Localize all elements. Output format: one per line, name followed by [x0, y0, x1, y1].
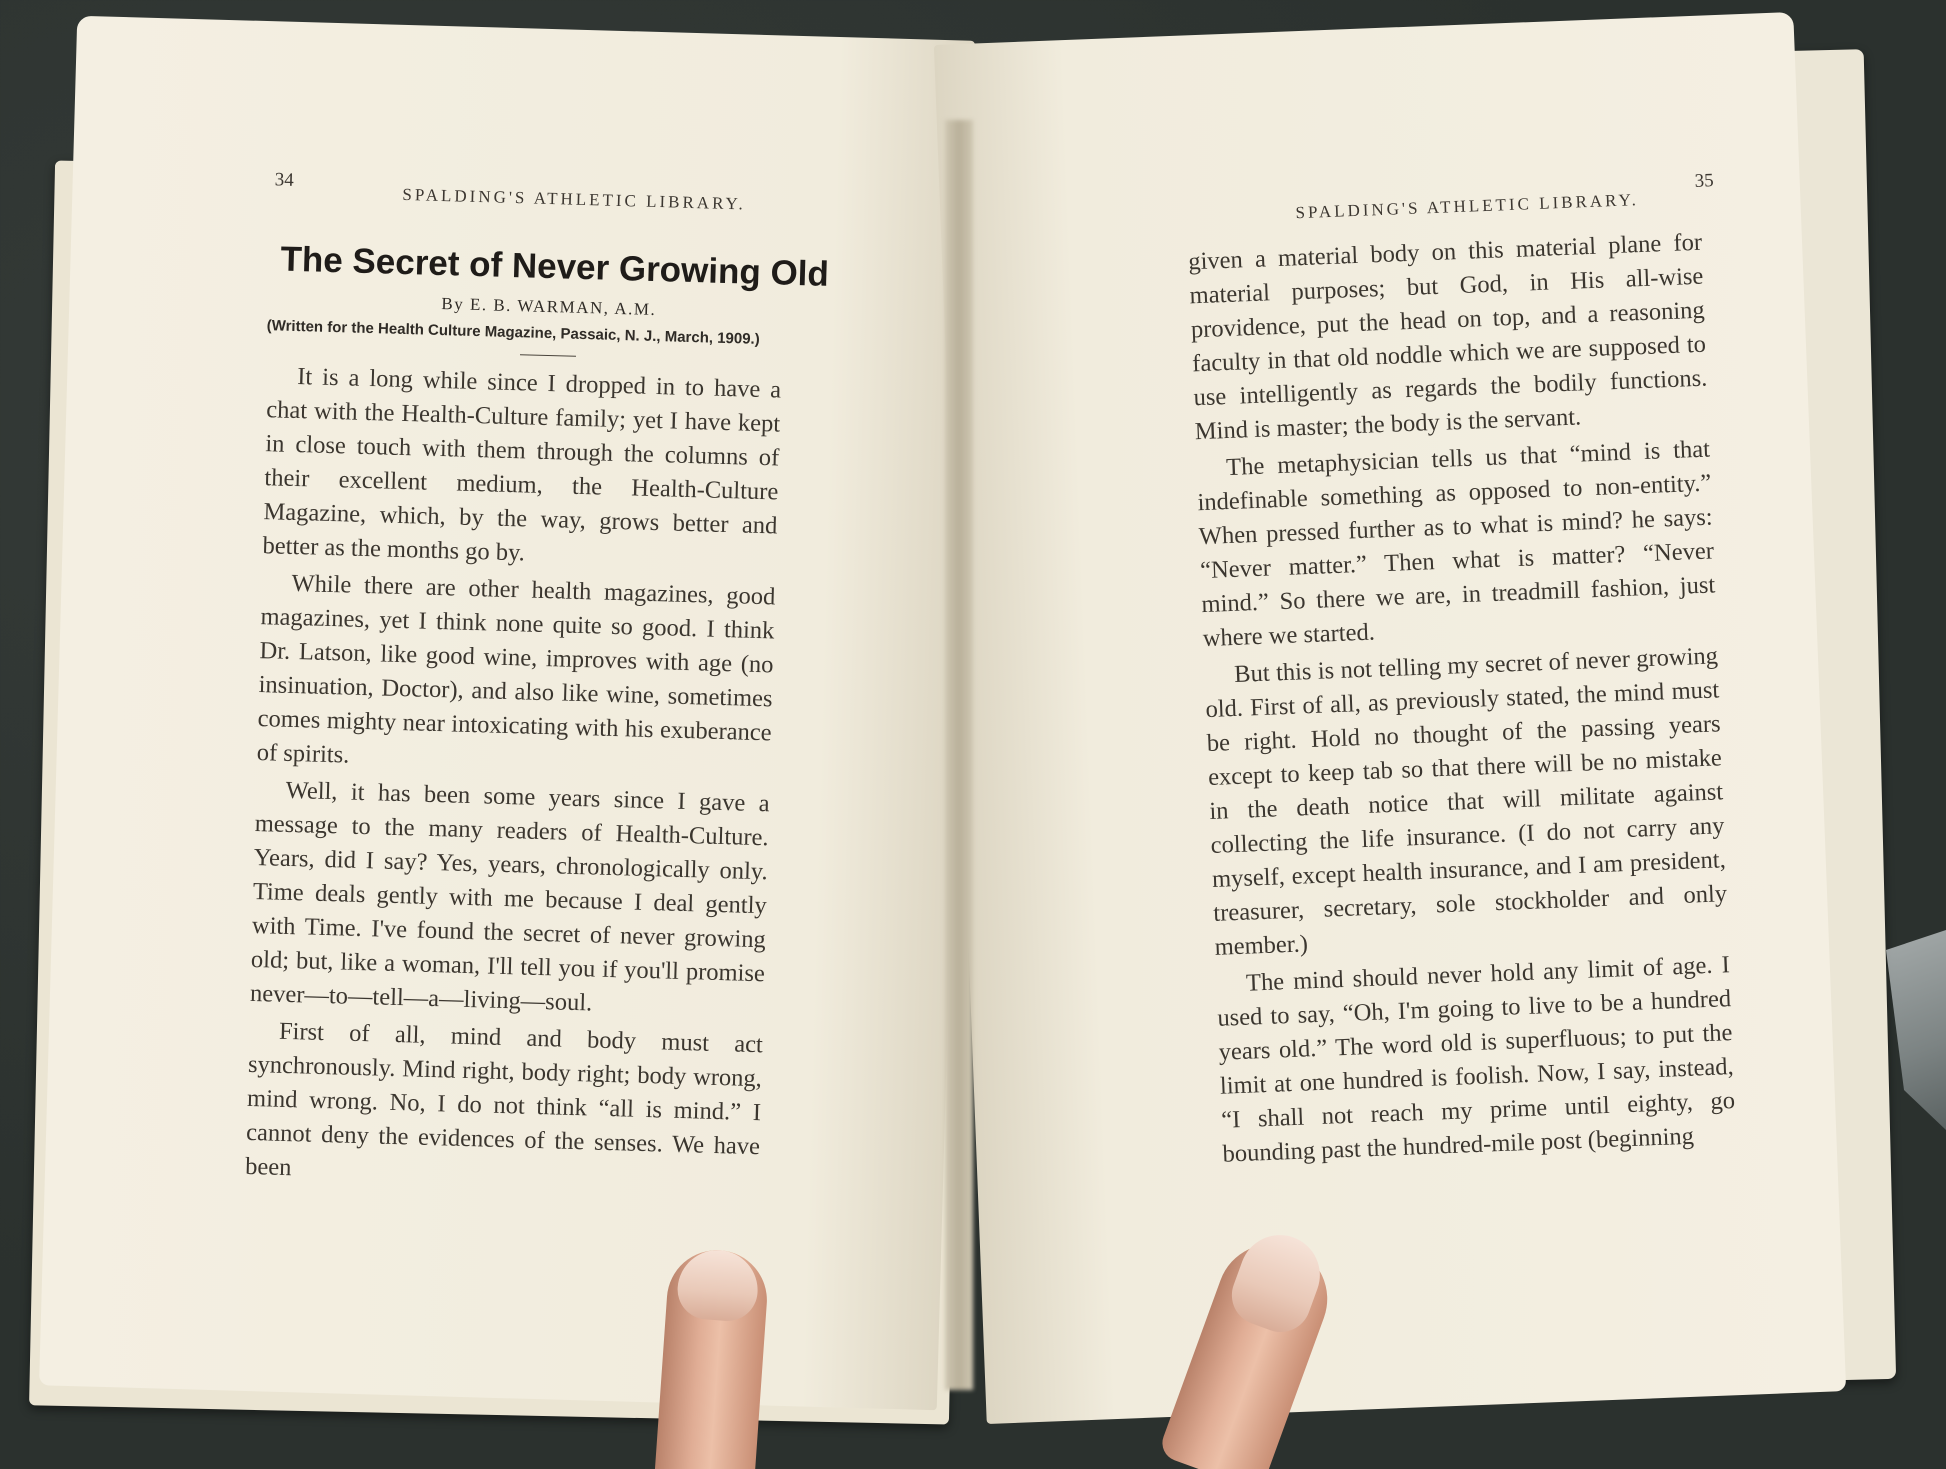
paragraph: But this is not telling my secret of never growing old. First of all, as previously stated, the mind must be right. Hold no thought of the passing years except to keep tab so that there will be no mistake in the death notice that will militate against collecting the life insurance. (I do not carry any myself, except health insurance, and I am president, treasurer, secretary, sole stockholder and only member.) [1205, 642, 1728, 961]
right-page-body [1188, 226, 1737, 1172]
paragraph: It is a long while since I dropped in to have a chat with the Health-Culture family; yet I have kept in close touch with them through the columns of their excellent medium, the Health-Culture Magazine, which, by the way, grows better and better as the months go by. [262, 363, 782, 567]
paragraph: While there are other health magazines, good magazines, yet I think none quite so good. I think Dr. Latson, like good wine, improves with age (no insinuation, Doctor), and also like wine, sometimes comes mighty near intoxicating with his exuberance of spirits. [256, 569, 776, 769]
paragraph: The metaphysician tells us that “mind is that indefinable something as opposed to non-entity.” When pressed further as to what is mind? he says: “Never matter.” Then what is matter? “Never mind.” So there we are, in treadmill fashion, just where we started. [1197, 435, 1716, 653]
right-running-header: SPALDING'S ATHLETIC LIBRARY. [1295, 190, 1640, 223]
paragraph: The mind should never hold any limit of age. I used to say, “Oh, I'm going to live to be a hundred years old.” The word old is superfluous; to put the limit at one hundred is foolish. Now, I say, instead, “I shall not reach my prime until eighty, go bounding past the hundred-mile post (beginning [1216, 951, 1736, 1168]
right-page [934, 12, 1846, 1424]
paragraph: given a material body on this material plane for material purposes; but God, in His all-wise providence, put the head on top, and a reasoning faculty in that old noddle which we are supposed to use intelligently as regards the bodily functions. Mind is master; the body is the servant. [1187, 228, 1708, 446]
left-page-number: 34 [274, 169, 295, 191]
left-page [39, 16, 975, 1411]
left-thumb [654, 1247, 770, 1469]
paragraph: First of all, mind and body must act synchronously. Mind right, body right; body wrong, mind wrong. No, I do not think “all is mind.” I cannot deny the evidences of the senses. We have been [244, 1017, 764, 1182]
plastic-sleeve [1886, 930, 1946, 1130]
article-source-note: (Written for the Health Culture Magazine, Passaic, N. J., March, 1909.) [266, 317, 760, 348]
right-page-number: 35 [1694, 170, 1715, 192]
article-title: The Secret of Never Growing Old [280, 239, 830, 294]
left-page-body [245, 359, 782, 1198]
article-byline: By E. B. WARMAN, A.M. [441, 294, 657, 320]
paragraph: Well, it has been some years since I gave a message to the many readers of Health-Culture. Years, did I say? Yes, years, chronologically only. Time deals gently with me because I deal gently with Time. I've found the secret of never growing old; but, like a woman, I'll tell you if you'll promise never—to—tell—a—living—soul. [249, 776, 770, 1017]
left-running-header: SPALDING'S ATHLETIC LIBRARY. [402, 184, 747, 214]
title-divider [520, 354, 576, 357]
book-gutter [945, 120, 973, 1390]
